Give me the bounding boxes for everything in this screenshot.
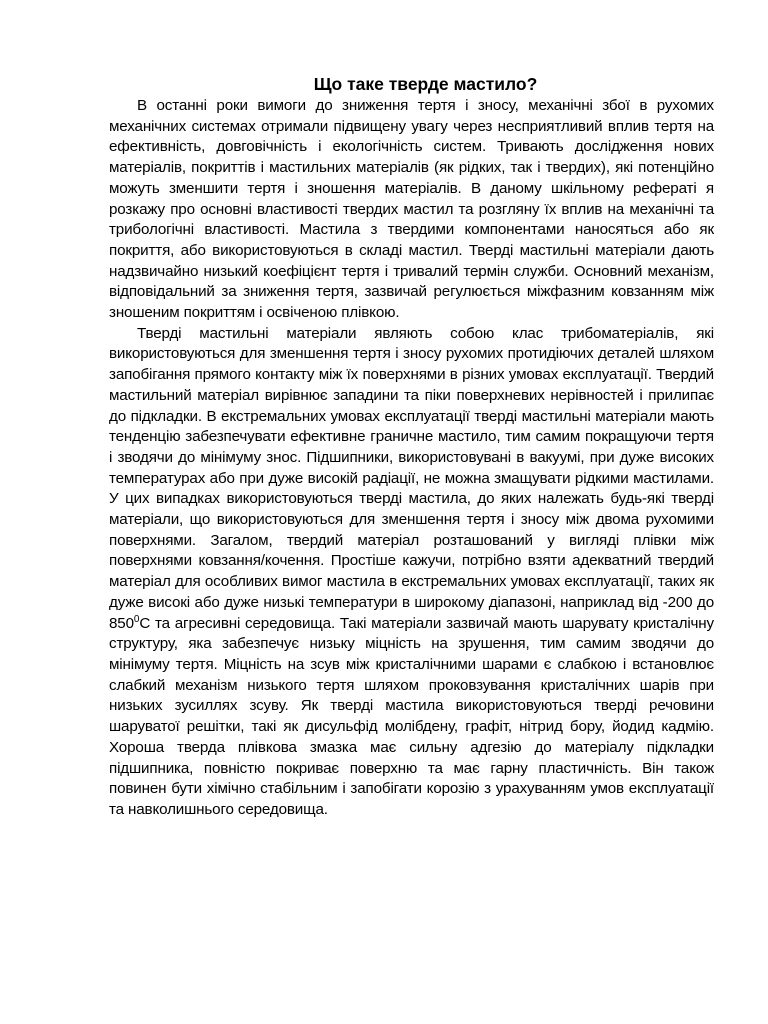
- degree-superscript: 0: [133, 613, 140, 625]
- paragraph-text-part2: С та агресивні середовища. Такі матеріали зазвичай мають шарувату кристалічну структуру, яка забезпечує низьку міцність на зрушення, тим самим зводячи до мінімуму тертя. Міцність на зсув між кристалічними шарами є слабкою і встановлює слабкий механізм низького тертя шляхом проковзування кристалічних шарів при низьких зусиллях зсуву. Як тверді мастила використовуються тверді речовини шаруватої решітки, такі як дисульфід молібдену, графіт, нітрид бору, йодид кадмію. Хороша тверда плівкова змазка має сильну адгезію до матеріалу підкладки підшипника, повністю покриває поверхню та має гарну пластичність. Він також повинен бути хімічно стабільним і запобігати корозію з урахуванням умов експлуатації та навколишнього середовища.: [109, 614, 714, 818]
- document-page: [109, 73, 714, 821]
- paragraph-intro: В останні роки вимоги до зниження тертя і зносу, механічні збої в рухомих механічних системах отримали підвищену увагу через несприятливий вплив тертя на ефективність, довговічність і екологічність систем. Тривають дослідження нових матеріалів, покриттів і мастильних матеріалів (як рідких, так і твердих), які потенційно можуть зменшити тертя і зношення матеріалів. В даному шкільному рефераті я розкажу про основні властивості твердих мастил та розгляну їх вплив на механічні та трибологічні властивості. Мастила з твердими компонентами наносяться або як покриття, або використовуються в складі мастил. Тверді мастильні матеріали дають надзвичайно низький коефіцієнт тертя і тривалий термін служби. Основний механізм, відповідальний за зниження тертя, зазвичай регулюється міжфазним ковзанням між зношеним покриттям і освіченою плівкою.: [109, 97, 714, 322]
- paragraph-text-part1: Тверді мастильні матеріали являють собою клас трибоматеріалів, які використовуються для зменшення тертя і зносу рухомих протидіючих деталей шляхом запобігання прямого контакту між їх поверхнями в різних умовах експлуатації. Твердий мастильний матеріал вирівнює западини та піки поверхневих нерівностей і прилипає до підкладки. В екстремальних умовах експлуатації тверді мастильні матеріали мають тенденцію забезпечувати ефективне граничне мастило, тим самим покращуючи тертя і зводячи до мінімуму знос. Підшипники, використовувані в вакуумі, при дуже високих температурах або при дуже високій радіації, не можна змащувати рідкими мастилами. У цих випадках використовуються тверді мастила, до яких належать будь-які тверді матеріали, що використовуються для зменшення тертя і зносу між двома рухомими поверхнями. Загалом, твердий матеріал розташований у вигляді плівки між поверхнями ковзання/кочення. Простіше кажучи, потрібно взяти адекватний твердий матеріал для особливих вимог мастила в екстремальних умовах експлуатації, таких як дуже високі або дуже низькі температури в широкому діапазоні, наприклад від -200 до 850: [109, 324, 714, 632]
- paragraph-solid-lubricants: [109, 324, 714, 821]
- document-title: Що таке тверде мастило?: [313, 74, 538, 94]
